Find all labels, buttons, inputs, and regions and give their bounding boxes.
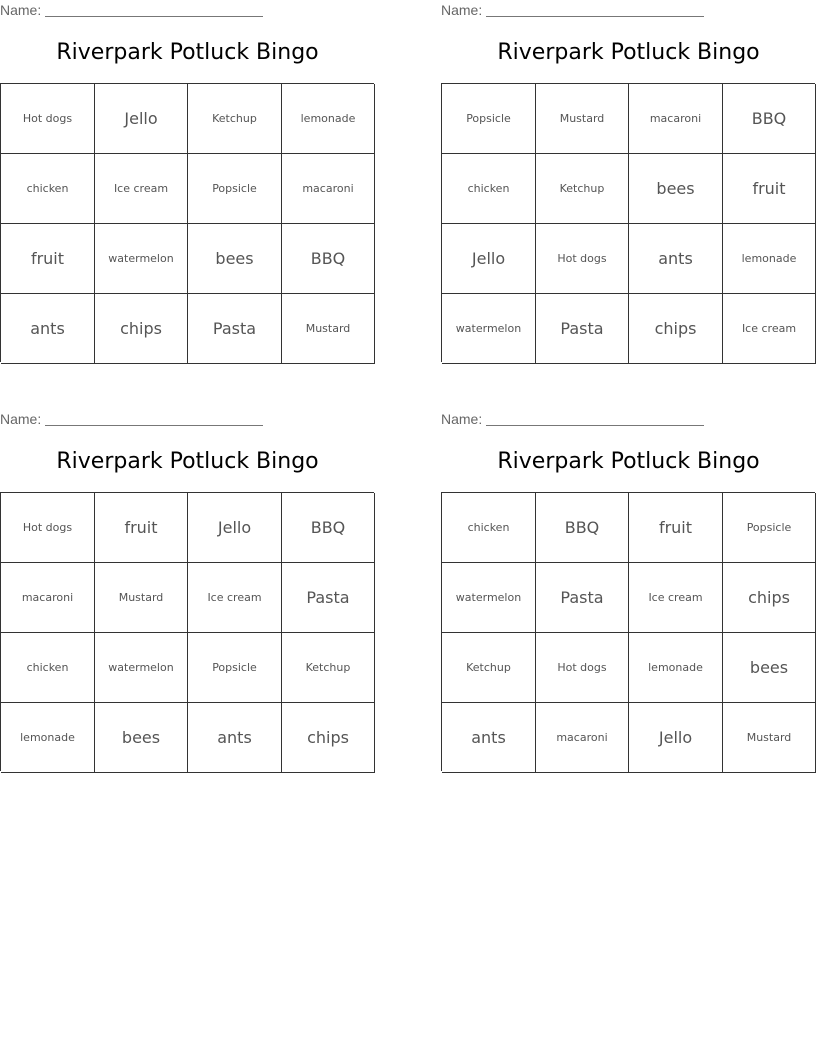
bingo-cell[interactable]: Jello <box>629 703 723 773</box>
bingo-cell[interactable]: macaroni <box>629 84 723 154</box>
card-title: Riverpark Potluck Bingo <box>497 449 760 474</box>
name-label: Name: <box>441 2 483 18</box>
bingo-cell[interactable]: Pasta <box>536 294 629 364</box>
name-blank-line[interactable] <box>486 2 704 17</box>
name-blank-line[interactable] <box>486 411 704 426</box>
name-blank-line[interactable] <box>45 411 263 426</box>
bingo-cell[interactable]: chips <box>629 294 723 364</box>
bingo-cell[interactable]: chips <box>723 563 816 633</box>
bingo-grid <box>441 492 815 771</box>
bingo-cell[interactable]: Popsicle <box>188 154 282 224</box>
bingo-grid <box>0 83 374 362</box>
bingo-cell[interactable]: bees <box>629 154 723 224</box>
bingo-cell[interactable]: Ice cream <box>188 563 282 633</box>
bingo-cell[interactable]: lemonade <box>282 84 375 154</box>
bingo-cell[interactable]: lemonade <box>723 224 816 294</box>
bingo-cell[interactable]: watermelon <box>95 224 188 294</box>
name-field[interactable] <box>441 2 704 20</box>
card-title: Riverpark Potluck Bingo <box>56 449 319 474</box>
bingo-cell[interactable]: Mustard <box>536 84 629 154</box>
bingo-cell[interactable]: fruit <box>723 154 816 224</box>
card-title: Riverpark Potluck Bingo <box>497 40 760 65</box>
bingo-cell[interactable]: bees <box>723 633 816 703</box>
bingo-cell[interactable]: macaroni <box>282 154 375 224</box>
bingo-cell[interactable]: Mustard <box>95 563 188 633</box>
bingo-cell[interactable]: watermelon <box>95 633 188 703</box>
name-field[interactable] <box>441 411 704 429</box>
bingo-cell[interactable]: Ketchup <box>536 154 629 224</box>
bingo-cell[interactable]: Popsicle <box>188 633 282 703</box>
bingo-cell[interactable]: Pasta <box>536 563 629 633</box>
bingo-cell[interactable]: ants <box>629 224 723 294</box>
name-field[interactable] <box>0 2 263 20</box>
bingo-cell[interactable]: chicken <box>442 154 536 224</box>
bingo-cell[interactable]: ants <box>1 294 95 364</box>
bingo-cell[interactable]: Mustard <box>723 703 816 773</box>
bingo-cell[interactable]: macaroni <box>1 563 95 633</box>
bingo-cell[interactable]: BBQ <box>282 224 375 294</box>
bingo-cell[interactable]: Ketchup <box>442 633 536 703</box>
bingo-cell[interactable]: Mustard <box>282 294 375 364</box>
bingo-cell[interactable]: lemonade <box>629 633 723 703</box>
bingo-cell[interactable]: watermelon <box>442 563 536 633</box>
bingo-cell[interactable]: Ice cream <box>95 154 188 224</box>
bingo-cell[interactable]: lemonade <box>1 703 95 773</box>
bingo-cell[interactable]: chips <box>95 294 188 364</box>
bingo-cell[interactable]: Popsicle <box>723 493 816 563</box>
bingo-grid <box>441 83 815 362</box>
bingo-cell[interactable]: chicken <box>442 493 536 563</box>
bingo-cell[interactable]: Hot dogs <box>1 493 95 563</box>
bingo-cell[interactable]: chicken <box>1 154 95 224</box>
name-field[interactable] <box>0 411 263 429</box>
bingo-cell[interactable]: chicken <box>1 633 95 703</box>
name-label: Name: <box>0 2 42 18</box>
bingo-cell[interactable]: BBQ <box>282 493 375 563</box>
bingo-cell[interactable]: ants <box>442 703 536 773</box>
bingo-cell[interactable]: Ice cream <box>723 294 816 364</box>
bingo-cell[interactable]: watermelon <box>442 294 536 364</box>
bingo-cell[interactable]: Hot dogs <box>1 84 95 154</box>
bingo-cell[interactable]: Jello <box>95 84 188 154</box>
bingo-cell[interactable]: Jello <box>442 224 536 294</box>
bingo-cell[interactable]: Pasta <box>188 294 282 364</box>
bingo-cell[interactable]: Popsicle <box>442 84 536 154</box>
bingo-cell[interactable]: fruit <box>95 493 188 563</box>
name-blank-line[interactable] <box>45 2 263 17</box>
bingo-cell[interactable]: macaroni <box>536 703 629 773</box>
bingo-cell[interactable]: bees <box>188 224 282 294</box>
name-label: Name: <box>441 411 483 427</box>
bingo-cell[interactable]: Hot dogs <box>536 633 629 703</box>
bingo-cell[interactable]: ants <box>188 703 282 773</box>
bingo-cell[interactable]: Hot dogs <box>536 224 629 294</box>
bingo-cell[interactable]: fruit <box>1 224 95 294</box>
bingo-cell[interactable]: Ice cream <box>629 563 723 633</box>
name-label: Name: <box>0 411 42 427</box>
card-title: Riverpark Potluck Bingo <box>56 40 319 65</box>
bingo-cell[interactable]: Pasta <box>282 563 375 633</box>
bingo-cell[interactable]: bees <box>95 703 188 773</box>
bingo-cell[interactable]: fruit <box>629 493 723 563</box>
bingo-cell[interactable]: BBQ <box>723 84 816 154</box>
bingo-grid <box>0 492 374 771</box>
bingo-cell[interactable]: Ketchup <box>188 84 282 154</box>
bingo-cell[interactable]: BBQ <box>536 493 629 563</box>
bingo-cell[interactable]: chips <box>282 703 375 773</box>
bingo-cell[interactable]: Jello <box>188 493 282 563</box>
bingo-cell[interactable]: Ketchup <box>282 633 375 703</box>
